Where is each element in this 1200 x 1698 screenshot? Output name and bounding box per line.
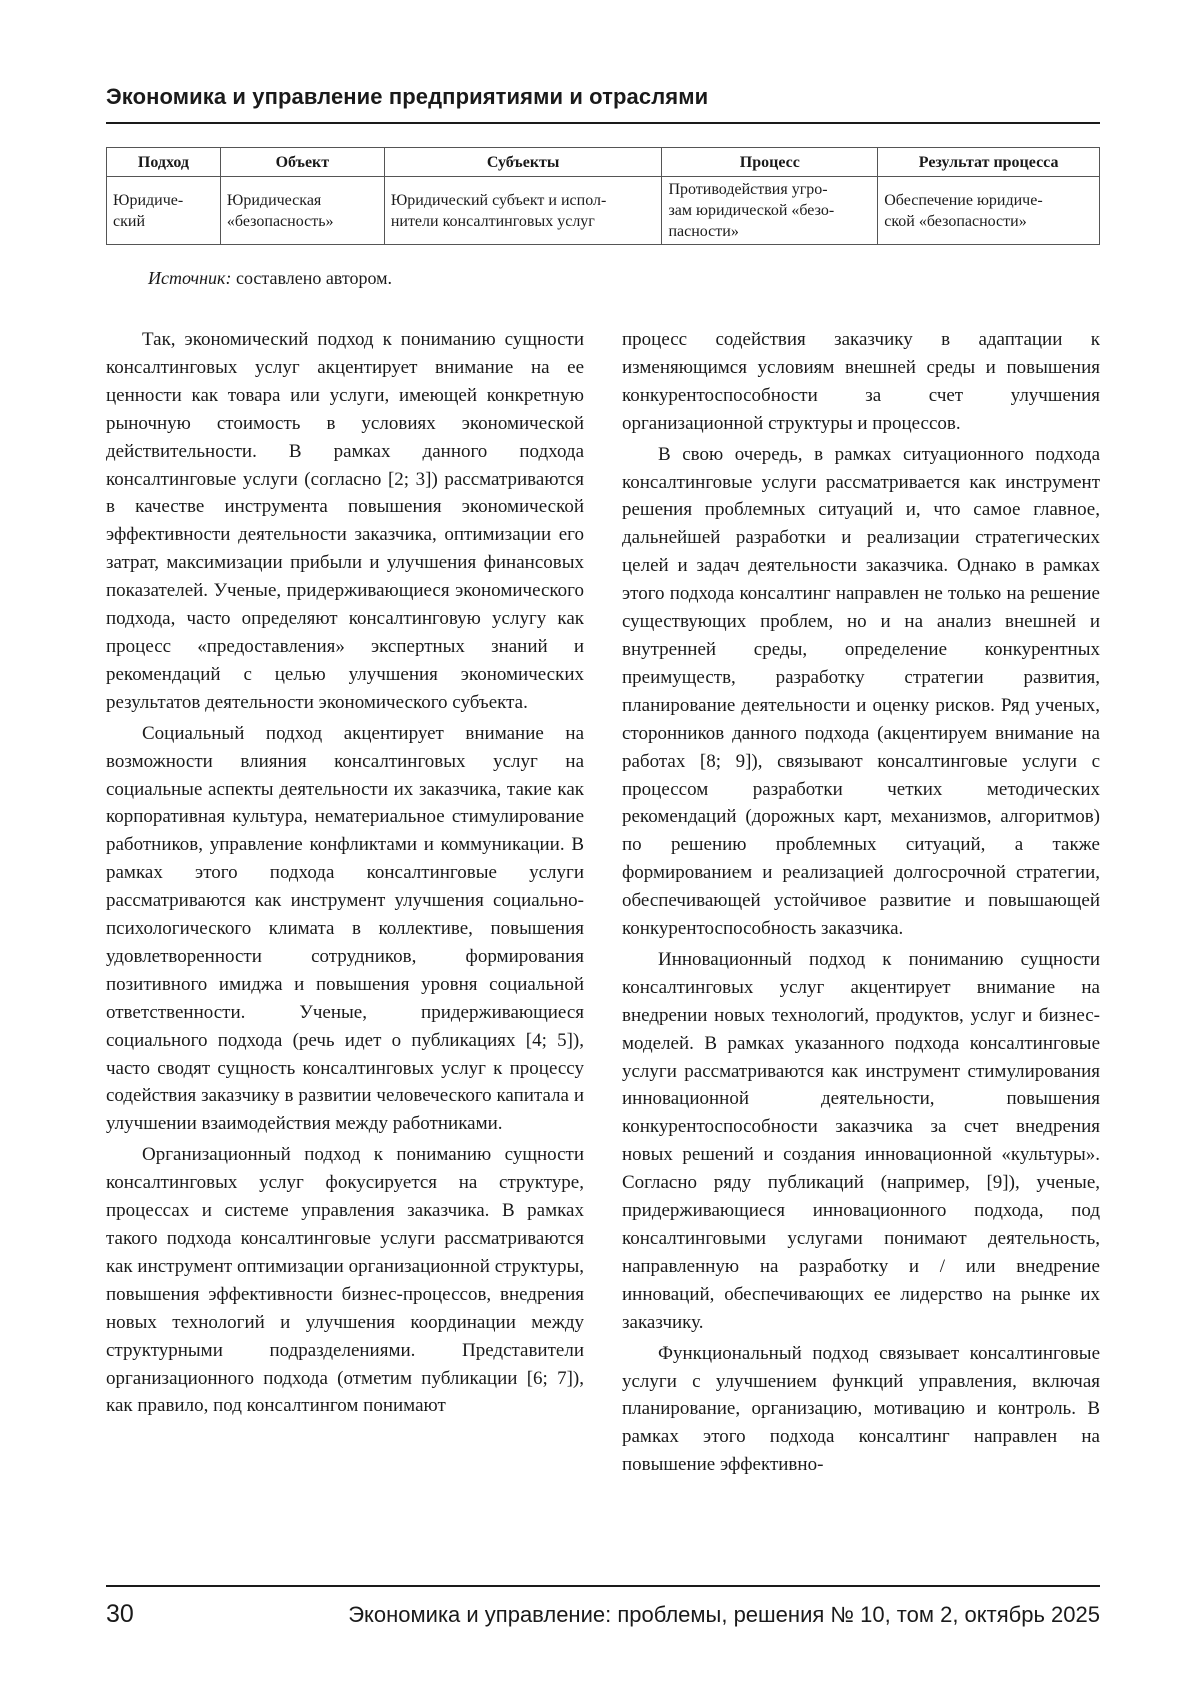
- table-header-cell: Процесс: [662, 148, 878, 177]
- running-head: Экономика и управление предприятиями и отраслями: [106, 84, 709, 109]
- paragraph: процесс содействия заказчику в адаптации к изменяющимся условиям внешней среды и повышения конкурентоспособности за счет улучшения организационной структуры и процессов.: [622, 329, 1100, 434]
- paragraph: Инновационный подход к пониманию сущности консалтинговых услуг акцентирует внимание на внедрении новых технологий, продуктов, услуг и бизнес-моделей. В рамках указанного подхода консалтинговые услуги рассматриваются как инструмент стимулирования инновационной деятельности, повышения конкурентоспособности заказчика за счет внедрения новых решений и создания инновационной «культуры». Согласно ряду публикаций (например, [9]), ученые, придерживающиеся инновационного подхода, под консалтинговыми услугами понимают деятельность, направленную на разработку и / или внедрение инноваций, обеспечивающих ее лидерство на рынке их заказчику.: [622, 948, 1100, 1333]
- table-cell: Обеспечение юридиче- ской «безопасности»: [878, 177, 1100, 245]
- right-column: [622, 326, 1100, 1479]
- paragraph: В свою очередь, в рамках ситуационного подхода консалтинговые услуги рассматривается как инструмент решения проблемных ситуаций и, что самое главное, дальнейшей разработки и реализации стратегических целей и задач деятельности заказчика. Однако в рамках этого подхода консалтинг направлен не только на решение существующих проблем, но и на анализ внешней и внутренней среды, определение конкурентных преимуществ, разработку стратегии развития, планирование деятельности и оценку рисков. Ряд ученых, сторонников данного подхода (акцентируем внимание на работах [8; 9]), связывают консалтинговые услуги с процессом разработки четких методических рекомендаций (дорожных карт, механизмов, алгоритмов) по решению проблемных ситуаций, а также формированием и реализацией долгосрочной стратегии, обеспечивающей устойчивое развитие и повышающей конкурентоспособность заказчика.: [622, 443, 1100, 940]
- table-header-cell: Подход: [107, 148, 221, 177]
- paragraph: Социальный подход акцентирует внимание на возможности влияния консалтинговых услуг на социальные аспекты деятельности их заказчика, такие как корпоративная культура, нематериальное стимулирование работников, управление конфликтами и коммуникации. В рамках этого подхода консалтинговые услуги рассматриваются как инструмент улучшения социально-психологического климата в коллективе, повышения удовлетворенности сотрудников, формирования позитивного имиджа и повышения уровня социальной ответственности. Ученые, придерживающиеся социального подхода (речь идет о публикациях [4; 5]), часто сводят сущность консалтинговых услуг к процессу содействия заказчику в развитии человеческого капитала и улучшении взаимодействия между работниками.: [106, 722, 584, 1135]
- paragraph: Так, экономический подход к пониманию сущности консалтинговых услуг акцентирует внимание на ее ценности как товара или услуги, имеющей конкретную рыночную стоимость в условиях экономической действительности. В рамках данного подхода консалтинговые услуги (согласно [2; 3]) рассматриваются в качестве инструмента повышения экономической эффективности деятельности заказчика, оптимизации его затрат, максимизации прибыли и улучшения финансовых показателей. Ученые, придерживающиеся экономического подхода, часто определяют консалтинговую услугу как процесс «предоставления» экспертных знаний и рекомендаций с целью улучшения экономических результатов деятельности экономического субъекта.: [106, 329, 584, 713]
- table-cell: Противодействия угро- зам юридической «безо- пасности»: [662, 177, 878, 245]
- paragraph: Функциональный подход связывает консалтинговые услуги с улучшением функций управления, включая планирование, организацию, мотивацию и контроль. В рамках этого подхода консалтинг направлен на повышение эффективно-: [622, 1342, 1100, 1476]
- table-header-cell: Субъекты: [384, 148, 662, 177]
- paragraph: Организационный подход к пониманию сущности консалтинговых услуг фокусируется на структуре, процессах и системе управления заказчика. В рамках такого подхода консалтинговые услуги рассматриваются как инструмент оптимизации организационной структуры, повышения эффективности бизнес-процессов, внедрения новых технологий и улучшения координации между структурными подразделениями. Представители организационного подхода (отметим публикации [6; 7]), как правило, под консалтингом понимают: [106, 1144, 584, 1417]
- table-header-row: [107, 148, 1100, 177]
- source-text: составлено автором.: [231, 268, 393, 288]
- table-cell: Юридический субъект и испол- нители консалтинговых услуг: [384, 177, 662, 245]
- table-row: [107, 177, 1100, 245]
- page-number: 30: [106, 1600, 134, 1628]
- source-label: Источник:: [148, 268, 232, 288]
- table-cell: Юридиче- ский: [107, 177, 221, 245]
- table-header-cell: Результат процесса: [878, 148, 1100, 177]
- journal-footer: Экономика и управление: проблемы, решения № 10, том 2, октябрь 2025: [348, 1602, 1100, 1627]
- table-cell: Юридическая «безопасность»: [220, 177, 384, 245]
- left-column: [106, 326, 584, 1420]
- header-rule: [106, 122, 1100, 124]
- footer-rule: [106, 1585, 1100, 1587]
- table-header-cell: Объект: [220, 148, 384, 177]
- table-source-note: [148, 268, 392, 289]
- approach-table: [106, 147, 1100, 245]
